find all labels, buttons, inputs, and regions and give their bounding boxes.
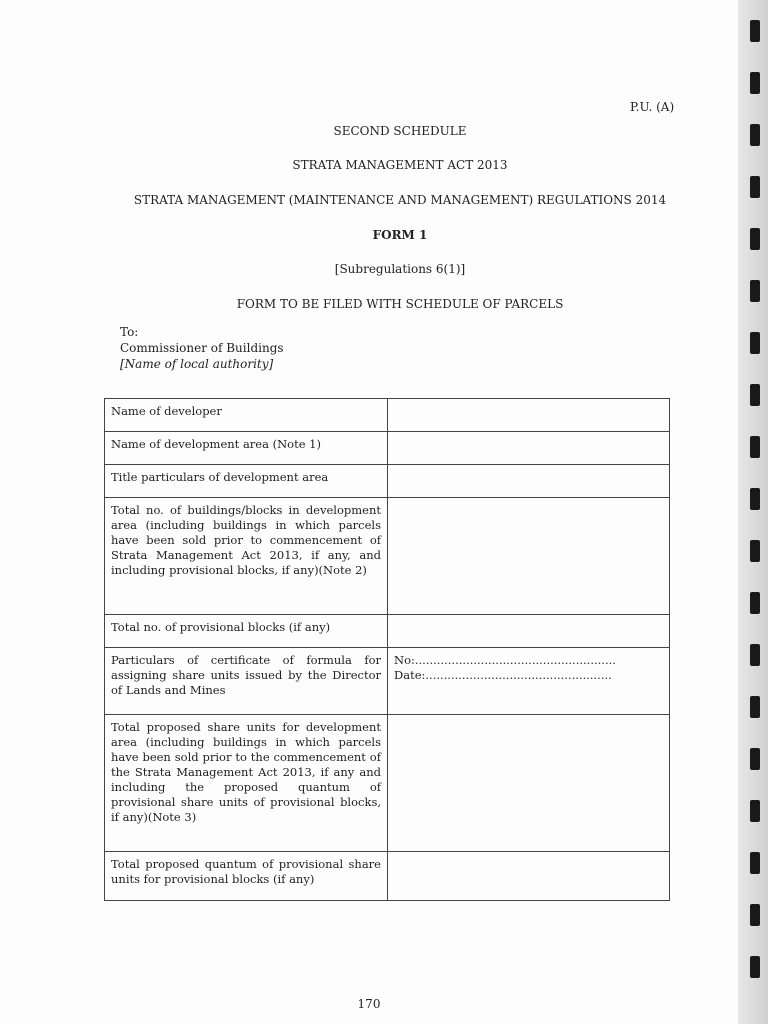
table-row [105,498,670,615]
subregulation-reference: [Subregulations 6(1)] [334,262,466,276]
binding-ring [750,332,760,354]
entry-field[interactable] [388,399,670,432]
binding-ring [750,436,760,458]
table-row [105,615,670,648]
binding-ring [750,852,760,874]
certificate-no-field[interactable]: No:....................................................... [394,653,616,667]
schedule-heading: SECOND SCHEDULE [333,124,467,138]
binding-ring [750,176,760,198]
table-row [105,648,670,715]
binding-ring [750,72,760,94]
binding-ring [750,956,760,978]
to-label: To: [120,325,139,339]
row-label: Name of developer [105,399,388,432]
binding-ring [750,280,760,302]
entry-field[interactable] [388,615,670,648]
binding-ring [750,904,760,926]
row-label: Particulars of certificate of formula for assigning share units issued by the Director of Lands and Mines [105,648,388,715]
regulation-reference: P.U. (A) [630,100,675,114]
binding-ring [750,696,760,718]
row-label: Title particulars of development area [105,465,388,498]
row-label: Total proposed share units for development area (including buildings in which parcels have been sold prior to the commencement of the Strata Management Act 2013, if any and including the proposed quantum of provisional share units of provisional blocks, if any)(Note 3) [105,715,388,852]
addressee-block [120,324,284,372]
spiral-binding [738,0,768,1024]
entry-field[interactable] [388,498,670,615]
row-label: Total proposed quantum of provisional share units for provisional blocks (if any) [105,852,388,901]
form-table [104,398,670,901]
table-row [105,399,670,432]
binding-ring [750,800,760,822]
local-authority-line: [Name of local authority] [120,357,274,371]
row-label: Total no. of provisional blocks (if any) [105,615,388,648]
binding-ring [750,228,760,250]
entry-field[interactable] [388,465,670,498]
commissioner-line: Commissioner of Buildings [120,341,284,355]
page-number: 170 [357,997,381,1011]
entry-field[interactable] [388,432,670,465]
entry-field[interactable] [388,715,670,852]
row-label: Name of development area (Note 1) [105,432,388,465]
binding-ring [750,592,760,614]
binding-ring [750,20,760,42]
form-number: FORM 1 [372,228,428,242]
binding-ring [750,748,760,770]
certificate-date-field[interactable]: Date:................................................... [394,668,612,682]
row-label: Total no. of buildings/blocks in development area (including buildings in which parcels have been sold prior to commencement of Strata Management Act 2013, if any, and including provisional blocks, if any)(Note 2) [105,498,388,615]
table-row [105,465,670,498]
binding-ring [750,540,760,562]
entry-field[interactable] [388,852,670,901]
binding-ring [750,644,760,666]
table-row [105,715,670,852]
regulations-heading: STRATA MANAGEMENT (MAINTENANCE AND MANAGEMENT) REGULATIONS 2014 [133,193,667,207]
binding-ring [750,384,760,406]
form-title: FORM TO BE FILED WITH SCHEDULE OF PARCELS [236,297,564,311]
table-row [105,432,670,465]
table-row [105,852,670,901]
certificate-entry[interactable] [388,648,670,715]
act-heading: STRATA MANAGEMENT ACT 2013 [292,158,508,172]
binding-ring [750,124,760,146]
binding-ring [750,488,760,510]
